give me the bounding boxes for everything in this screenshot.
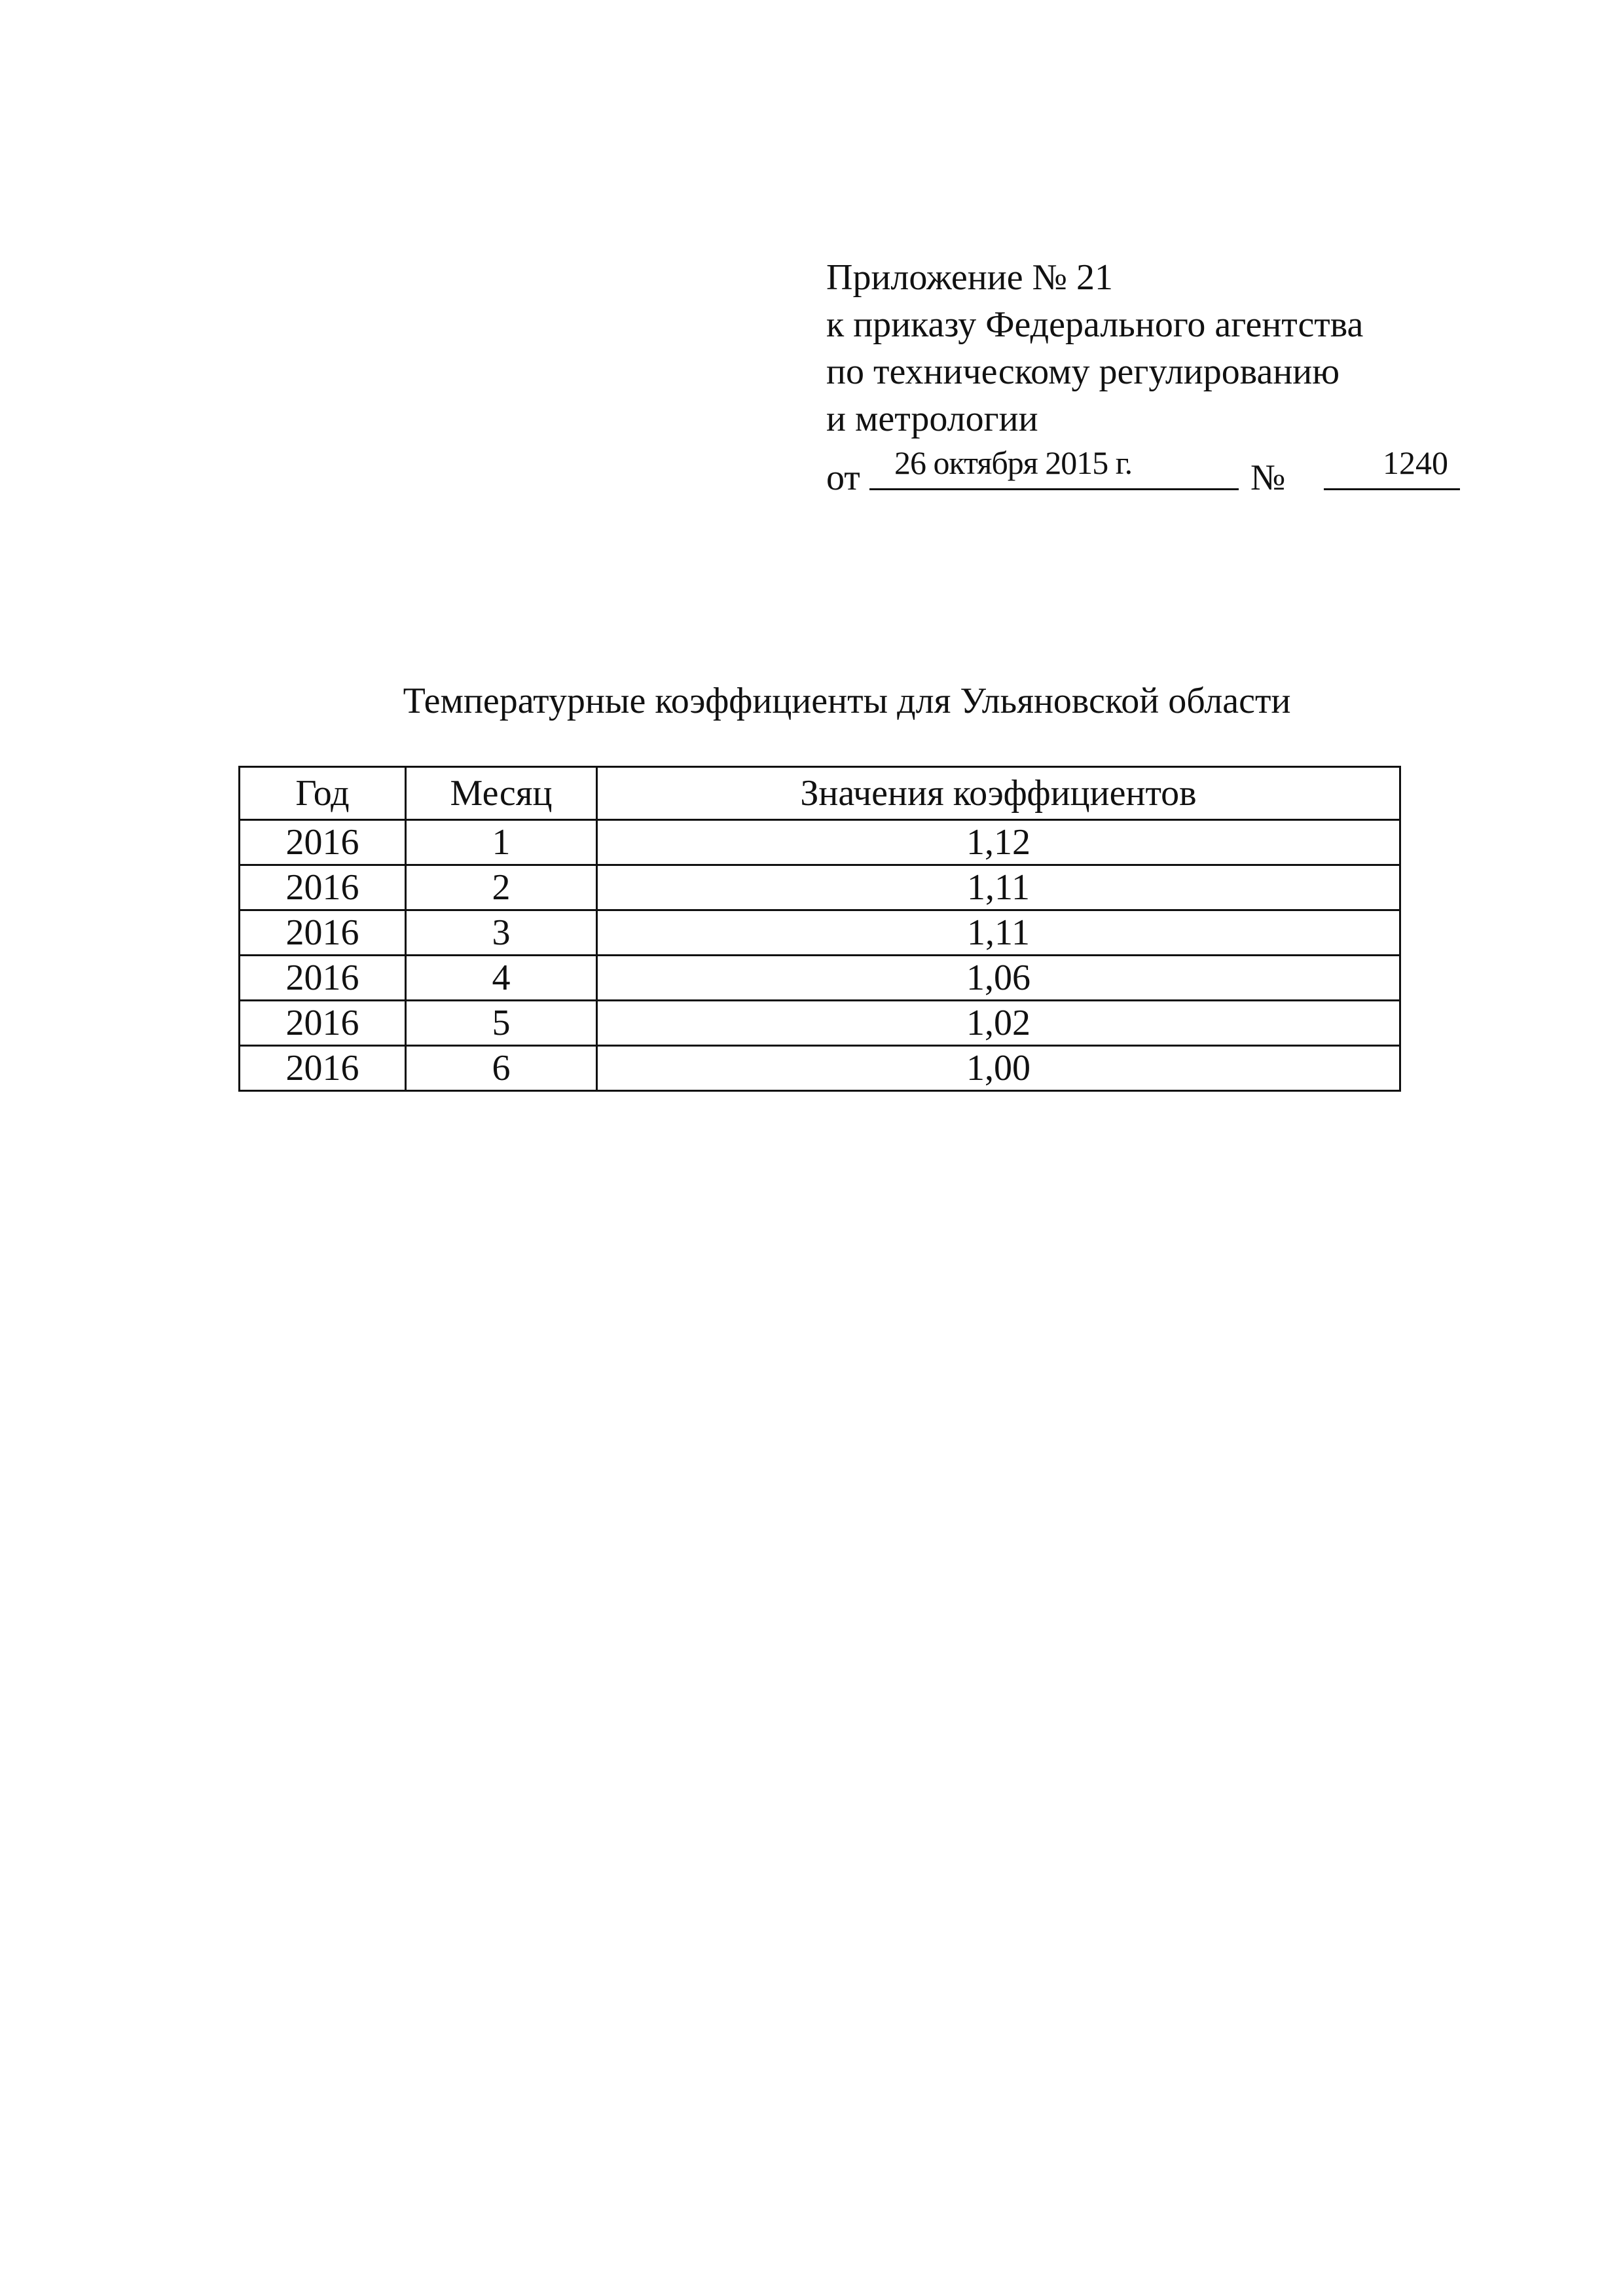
header-month: Месяц [406, 767, 597, 820]
cell-year: 2016 [240, 956, 406, 1001]
table-row [240, 956, 1400, 1001]
cell-year: 2016 [240, 1001, 406, 1046]
cell-year: 2016 [240, 910, 406, 956]
cell-year: 2016 [240, 820, 406, 865]
header-year: Год [240, 767, 406, 820]
table-row [240, 820, 1400, 865]
order-date: 26 октября 2015 г. [894, 444, 1133, 481]
cell-year: 2016 [240, 865, 406, 910]
coefficients-table [238, 766, 1401, 1092]
cell-month: 3 [406, 910, 597, 956]
cell-value: 1,02 [597, 1001, 1400, 1046]
date-field [869, 442, 1239, 490]
document-title: Температурные коэффициенты для Ульяновской области [403, 681, 1291, 721]
number-sign: № [1250, 457, 1286, 498]
order-number: 1240 [1383, 444, 1448, 481]
cell-value: 1,06 [597, 956, 1400, 1001]
table-row [240, 910, 1400, 956]
table-row [240, 865, 1400, 910]
appendix-metrology-line: и метрологии [826, 399, 1038, 439]
cell-year: 2016 [240, 1046, 406, 1091]
table-row [240, 1046, 1400, 1091]
cell-value: 1,11 [597, 865, 1400, 910]
cell-month: 4 [406, 956, 597, 1001]
cell-month: 2 [406, 865, 597, 910]
from-label: от [826, 457, 860, 498]
number-field [1324, 442, 1460, 490]
appendix-agency-line: по техническому регулированию [826, 351, 1340, 392]
appendix-header [826, 254, 1481, 442]
header-value: Значения коэффициентов [597, 767, 1400, 820]
appendix-number: Приложение № 21 [826, 257, 1113, 298]
cell-value: 1,11 [597, 910, 1400, 956]
appendix-order-line: к приказу Федерального агентства [826, 304, 1364, 345]
cell-month: 6 [406, 1046, 597, 1091]
cell-month: 5 [406, 1001, 597, 1046]
cell-value: 1,12 [597, 820, 1400, 865]
table-row [240, 1001, 1400, 1046]
cell-value: 1,00 [597, 1046, 1400, 1091]
order-date-number [826, 442, 1481, 498]
cell-month: 1 [406, 820, 597, 865]
table-header-row [240, 767, 1400, 820]
